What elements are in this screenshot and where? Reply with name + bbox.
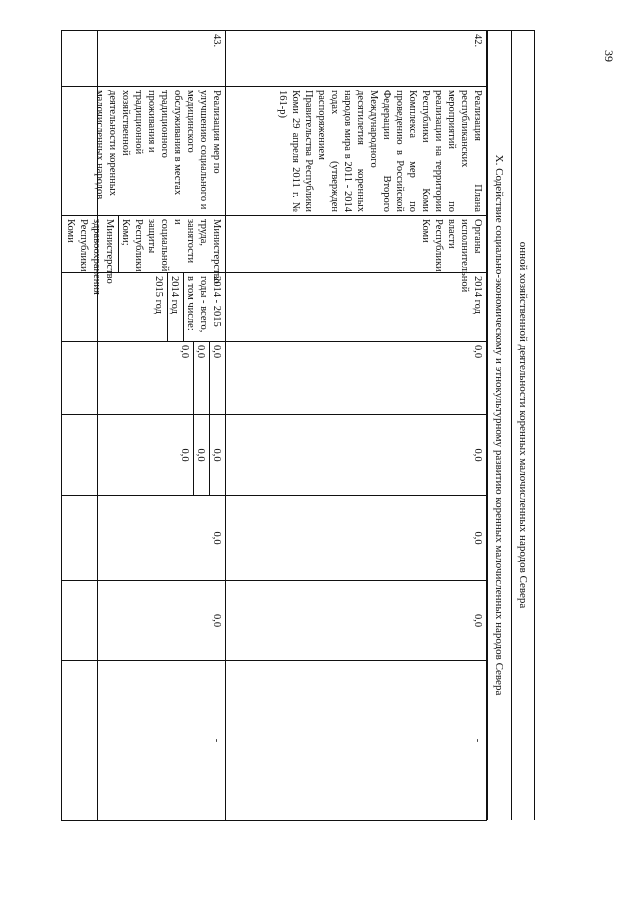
executor-cell: Органы исполнительной власти Республики Коми xyxy=(226,216,487,273)
page-number: 39 xyxy=(602,50,616,62)
value-2015: 0,0 xyxy=(178,415,194,495)
executor-b: Министерство здравоохранения Республики Коми xyxy=(64,216,119,272)
value: 0,0 xyxy=(472,613,483,628)
rotated-page xyxy=(65,30,535,820)
value-total: 0,0 xyxy=(211,613,222,628)
period-cell xyxy=(62,273,226,342)
period-total: 2014 - 2015 годы - всего, в том числе: xyxy=(185,276,222,333)
value-cell xyxy=(226,415,487,496)
section-header-continued: онной хозяйственной деятельности коренных малочисленных народов Севера xyxy=(511,30,535,820)
result-cell xyxy=(226,661,487,821)
value: 0,0 xyxy=(472,531,483,545)
row-number: 43. xyxy=(62,31,226,87)
executor-a: Министерство труда, занятости и социальной защиты Республики Коми; xyxy=(120,219,222,284)
activity-cell: Реализация Плана республиканских мероприятий по реализации на территории Республики Коми Комплекса мер по проведению в Российской Федерации Второго Международного десятилетия коренных народов мира в 2011 - 2014 годах (утвержден распоряжением Правительства Республики Коми 29 апреля 2011 г. № 161-р) xyxy=(226,87,487,216)
row-number: 42. xyxy=(226,31,487,87)
period-cell: 2014 год xyxy=(226,273,487,342)
value-cell xyxy=(226,581,487,661)
value-cell xyxy=(62,415,226,496)
value-total: 0,0 xyxy=(211,448,222,462)
value-total: 0,0 xyxy=(211,531,222,545)
value: 0,0 xyxy=(472,448,483,462)
result-value: - xyxy=(472,738,483,743)
value-total: 0,0 xyxy=(211,345,222,359)
value-cell xyxy=(226,496,487,581)
value-2014: 0,0 xyxy=(194,342,210,414)
result-value: - xyxy=(211,738,222,743)
value-cell xyxy=(226,342,487,415)
period-2015: 2015 год xyxy=(152,273,168,341)
value-cell xyxy=(62,342,226,415)
activity-cell: Реализация мер по улучшению социального и медицинского обслуживания в местах традиционного проживания и традиционной хозяйственной деятельности коренных малочисленных народов xyxy=(62,87,226,216)
measures-table xyxy=(61,30,487,821)
period-2014: 2014 год xyxy=(168,273,184,341)
table-row xyxy=(62,31,226,821)
value-cell xyxy=(62,496,226,581)
section-title: X. Содействие социально-экономическому и этнокультурному развитию коренных малочисленных народов Севера xyxy=(487,30,511,820)
value-cell xyxy=(62,581,226,661)
table-row xyxy=(226,31,487,821)
result-cell xyxy=(62,661,226,821)
value-2015: 0,0 xyxy=(178,342,194,414)
value-2014: 0,0 xyxy=(194,415,210,495)
value: 0,0 xyxy=(472,345,483,359)
